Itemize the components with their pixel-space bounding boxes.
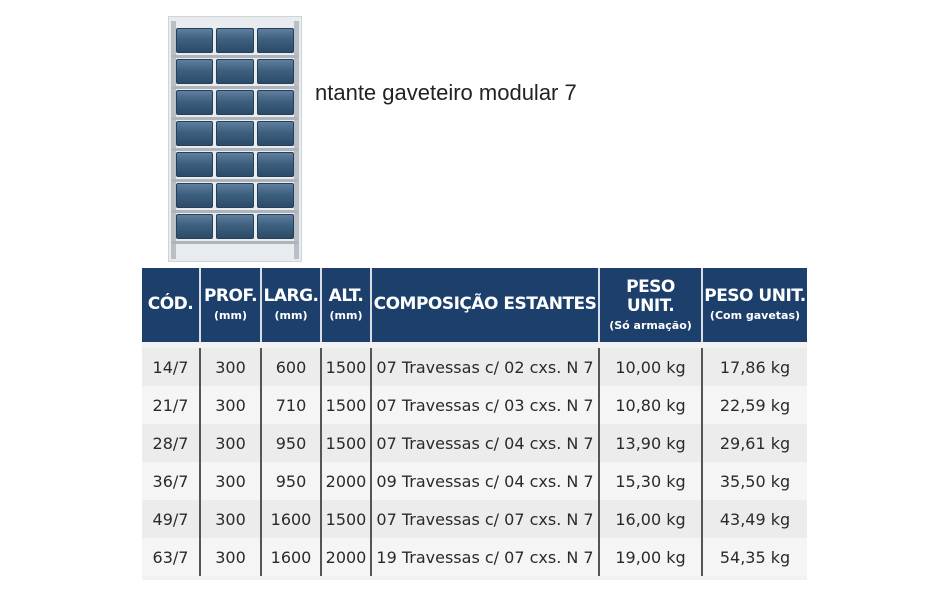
cell-peso-gavetas: 22,59 kg — [702, 386, 807, 424]
table-row — [142, 424, 807, 462]
column-header-larg: LARG. (mm) — [261, 268, 321, 342]
cell-cod: 63/7 — [142, 538, 200, 576]
cell-larg: 710 — [261, 386, 321, 424]
table-row — [142, 348, 807, 386]
cell-cod: 14/7 — [142, 348, 200, 386]
cell-cod: 49/7 — [142, 500, 200, 538]
column-header-prof: PROF. (mm) — [200, 268, 261, 342]
cell-larg: 950 — [261, 424, 321, 462]
cell-peso-gavetas: 29,61 kg — [702, 424, 807, 462]
cell-prof: 300 — [200, 462, 261, 500]
cell-prof: 300 — [200, 348, 261, 386]
product-photo — [168, 16, 302, 262]
column-header-cod: CÓD. — [147, 294, 194, 315]
cell-peso-gavetas: 43,49 kg — [702, 500, 807, 538]
shelf-level — [176, 213, 294, 242]
cell-peso-armacao: 16,00 kg — [599, 500, 702, 538]
shelf-level — [176, 27, 294, 56]
cell-prof: 300 — [200, 386, 261, 424]
cell-composicao: 07 Travessas c/ 03 cxs. N 7 — [371, 386, 599, 424]
cell-larg: 600 — [261, 348, 321, 386]
cell-peso-armacao: 10,80 kg — [599, 386, 702, 424]
cell-peso-armacao: 13,90 kg — [599, 424, 702, 462]
cell-larg: 950 — [261, 462, 321, 500]
cell-peso-gavetas: 17,86 kg — [702, 348, 807, 386]
table-row — [142, 500, 807, 538]
shelf-level — [176, 89, 294, 118]
cell-composicao: 07 Travessas c/ 02 cxs. N 7 — [371, 348, 599, 386]
column-header-peso-armacao: PESO UNIT. (Só armação) — [599, 268, 702, 342]
shelf-level — [176, 58, 294, 87]
cell-composicao: 09 Travessas c/ 04 cxs. N 7 — [371, 462, 599, 500]
shelf-level — [176, 151, 294, 180]
cell-peso-armacao: 10,00 kg — [599, 348, 702, 386]
cell-composicao: 19 Travessas c/ 07 cxs. N 7 — [371, 538, 599, 576]
product-title: ntante gaveteiro modular 7 — [315, 80, 577, 105]
table-row — [142, 386, 807, 424]
cell-cod: 36/7 — [142, 462, 200, 500]
table-row — [142, 538, 807, 576]
column-header-composicao: COMPOSIÇÃO ESTANTES — [371, 268, 599, 342]
cell-alt: 2000 — [321, 462, 371, 500]
column-header-alt: ALT. (mm) — [321, 268, 371, 342]
cell-peso-gavetas: 35,50 kg — [702, 462, 807, 500]
cell-cod: 28/7 — [142, 424, 200, 462]
table-header-row — [142, 268, 807, 342]
cell-prof: 300 — [200, 500, 261, 538]
cell-cod: 21/7 — [142, 386, 200, 424]
cell-alt: 1500 — [321, 500, 371, 538]
column-header-peso-gavetas: PESO UNIT. (Com gavetas) — [702, 268, 807, 342]
cell-composicao: 07 Travessas c/ 07 cxs. N 7 — [371, 500, 599, 538]
table-row — [142, 462, 807, 500]
cell-larg: 1600 — [261, 538, 321, 576]
cell-peso-armacao: 19,00 kg — [599, 538, 702, 576]
cell-composicao: 07 Travessas c/ 04 cxs. N 7 — [371, 424, 599, 462]
shelf-level — [176, 182, 294, 211]
shelf-level — [176, 120, 294, 149]
cell-alt: 1500 — [321, 424, 371, 462]
cell-larg: 1600 — [261, 500, 321, 538]
cell-prof: 300 — [200, 538, 261, 576]
cell-prof: 300 — [200, 424, 261, 462]
cell-alt: 2000 — [321, 538, 371, 576]
cell-peso-armacao: 15,30 kg — [599, 462, 702, 500]
cell-alt: 1500 — [321, 386, 371, 424]
cell-peso-gavetas: 54,35 kg — [702, 538, 807, 576]
spec-table — [142, 268, 807, 576]
cell-alt: 1500 — [321, 348, 371, 386]
spec-table-container — [142, 268, 807, 580]
